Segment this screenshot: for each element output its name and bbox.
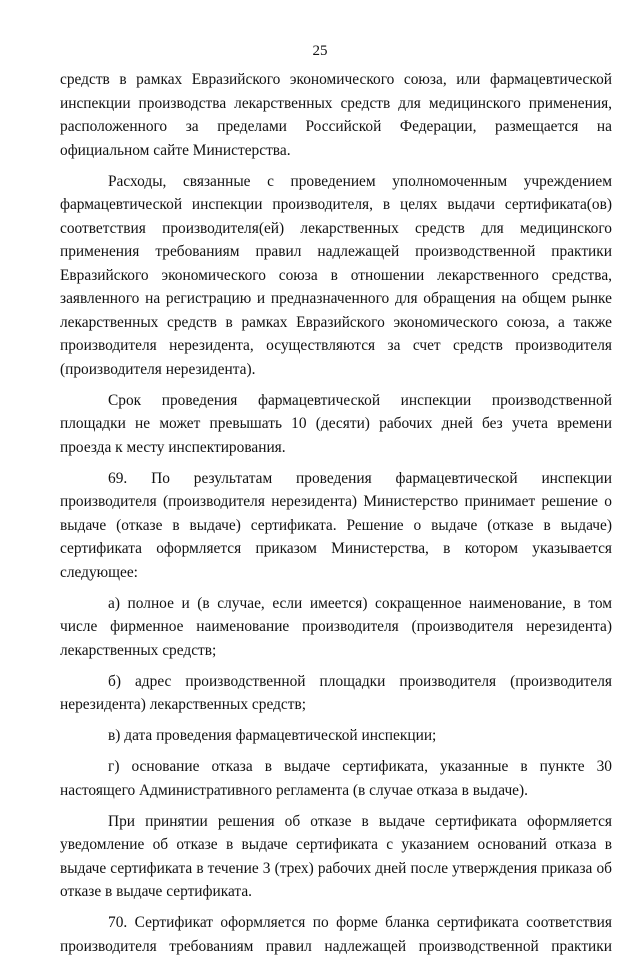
document-body	[60, 68, 612, 966]
paragraph-refusal-notice: При принятии решения об отказе в выдаче сертификата оформляется уведомление об отказе в выдаче сертификата с указанием оснований отказа в выдаче сертификата в течение 3 (трех) рабочих дней после утверждения приказа об отказе в выдаче сертификата.	[60, 812, 612, 900]
list-item-v: в) дата проведения фармацевтической инспекции;	[108, 727, 437, 744]
paragraph-inspection-term: Срок проведения фармацевтической инспекции производственной площадки не может превышать 10 (десяти) рабочих дней без учета времени проезда к месту инспектирования.	[60, 391, 612, 456]
paragraph-item-70: 70. Сертификат оформляется по форме бланка сертификата соответствия производителя требованиям правил надлежащей производственной практики	[60, 914, 612, 955]
paragraph-expenses: Расходы, связанные с проведением уполномоченным учреждением фармацевтической инспекции производителя, в целях выдачи сертификата(ов) соответствия производителя(ей) лекарственных средств для медицинского применения требованиям правил надлежащей производственной практики Евразийского экономического союза в отношении лекарственного средства, заявленного на регистрацию и предназначенного для обращения на общем рынке лекарственных средств в рамках Евразийского экономического союза, а также производителя нерезидента, осуществляются за счет средств производителя (производителя нерезидента).	[60, 172, 612, 378]
paragraph-item-69: 69. По результатам проведения фармацевтической инспекции производителя (производителя нерезидента) Министерство принимает решение о выдаче (отказе в выдаче) сертификата. Решение о выдаче (отказе в выдаче) сертификата оформляется приказом Министерства, в котором указывается следующее:	[60, 469, 612, 581]
paragraph-continuation: средств в рамках Евразийского экономического союза, или фармацевтической инспекции производства лекарственных средств для медицинского применения, расположенного за пределами Российской Федерации, размещается на официальном сайте Министерства.	[60, 71, 612, 159]
page-number: 25	[312, 43, 328, 59]
list-item-b: б) адрес производственной площадки производителя (производителя нерезидента) лекарственных средств;	[60, 672, 612, 713]
list-item-g: г) основание отказа в выдаче сертификата, указанные в пункте 30 настоящего Административного регламента (в случае отказа в выдаче).	[60, 758, 612, 799]
list-item-a: а) полное и (в случае, если имеется) сокращенное наименование, в том числе фирменное наименование производителя (производителя нерезидента) лекарственных средств;	[60, 594, 612, 659]
